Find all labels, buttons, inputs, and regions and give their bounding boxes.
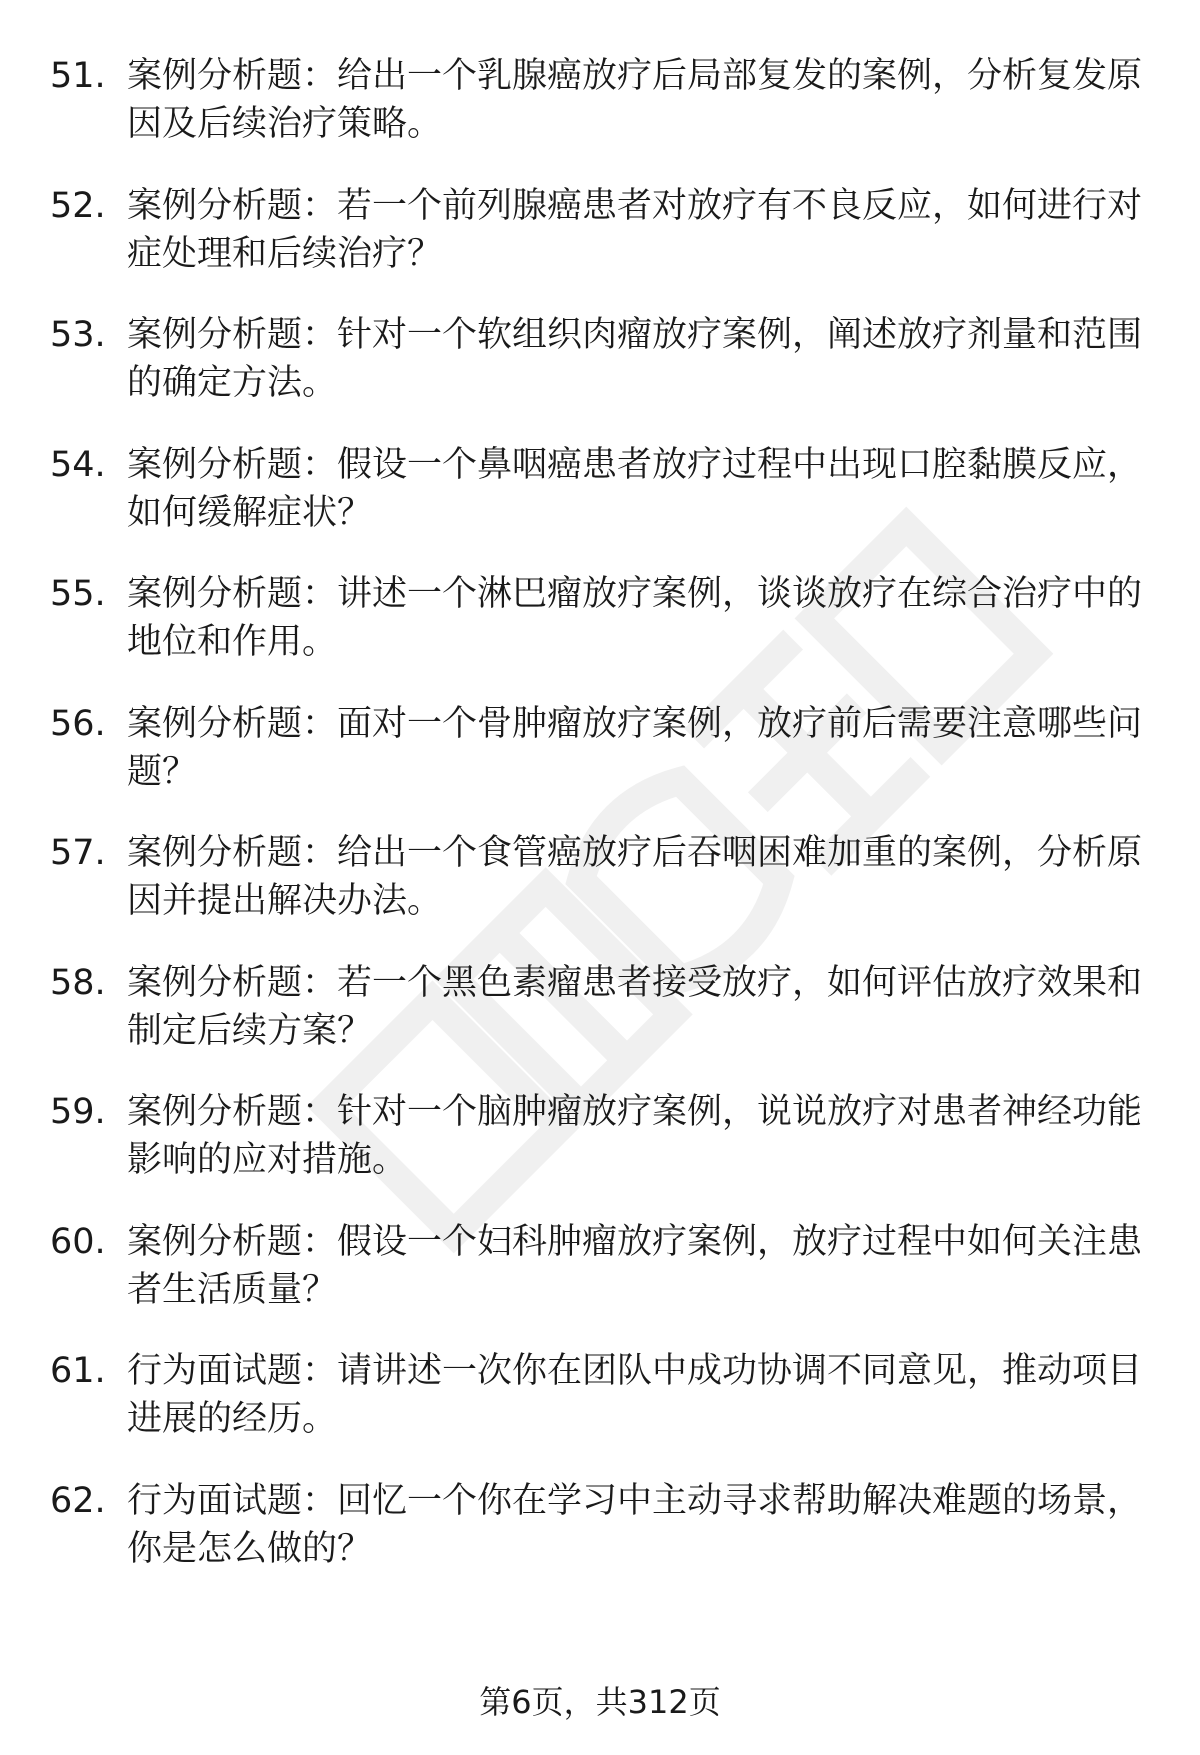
question-number: 62. (50, 1480, 106, 1521)
question-text: 案例分析题：假设一个妇科肿瘤放疗案例，放疗过程中如何关注患者生活质量？ (127, 1221, 1143, 1310)
page-footer: 第6页，共312页 (479, 1683, 721, 1721)
question-text: 案例分析题：针对一个脑肿瘤放疗案例，说说放疗对患者神经功能影响的应对措施。 (127, 1092, 1143, 1180)
list-item (0, 52, 1200, 182)
list-item (0, 1088, 1200, 1218)
list-item (0, 1477, 1200, 1607)
list-item (0, 311, 1200, 441)
list-item (0, 959, 1200, 1089)
question-text: 行为面试题：回忆一个你在学习中主动寻求帮助解决难题的场景，你是怎么做的？ (127, 1480, 1143, 1569)
list-item (0, 570, 1200, 700)
question-text: 行为面试题：请讲述一次你在团队中成功协调不同意见，推动项目进展的经历。 (127, 1351, 1143, 1439)
list-item (0, 441, 1200, 571)
list-item (0, 182, 1200, 312)
question-number: 53. (50, 315, 106, 355)
question-text: 案例分析题：假设一个鼻咽癌患者放疗过程中出现口腔黏膜反应，如何缓解症状？ (127, 444, 1143, 533)
question-number: 57. (50, 833, 106, 873)
question-text: 案例分析题：若一个前列腺癌患者对放疗有不良反应，如何进行对症处理和后续治疗？ (127, 185, 1143, 274)
list-item (0, 1218, 1200, 1348)
list-item (0, 700, 1200, 830)
list-item (0, 829, 1200, 959)
question-number: 54. (50, 444, 106, 485)
question-text: 案例分析题：给出一个乳腺癌放疗后局部复发的案例，分析复发原因及后续治疗策略。 (127, 56, 1143, 144)
question-number: 61. (50, 1351, 106, 1391)
question-number: 55. (50, 574, 106, 614)
question-text: 案例分析题：给出一个食管癌放疗后吞咽困难加重的案例，分析原因并提出解决办法。 (127, 833, 1143, 921)
question-number: 58. (50, 962, 106, 1003)
question-text: 案例分析题：面对一个骨肿瘤放疗案例，放疗前后需要注意哪些问题？ (127, 703, 1143, 792)
question-number: 52. (50, 185, 106, 226)
list-item (0, 1347, 1200, 1477)
question-number: 59. (50, 1092, 106, 1132)
question-number: 56. (50, 703, 106, 744)
question-number: 51. (50, 56, 106, 96)
question-text: 案例分析题：针对一个软组织肉瘤放疗案例，阐述放疗剂量和范围的确定方法。 (127, 315, 1143, 403)
question-list (0, 52, 1200, 1606)
question-text: 案例分析题：讲述一个淋巴瘤放疗案例，谈谈放疗在综合治疗中的地位和作用。 (127, 574, 1143, 662)
question-number: 60. (50, 1221, 106, 1262)
question-text: 案例分析题：若一个黑色素瘤患者接受放疗，如何评估放疗效果和制定后续方案？ (127, 962, 1143, 1051)
